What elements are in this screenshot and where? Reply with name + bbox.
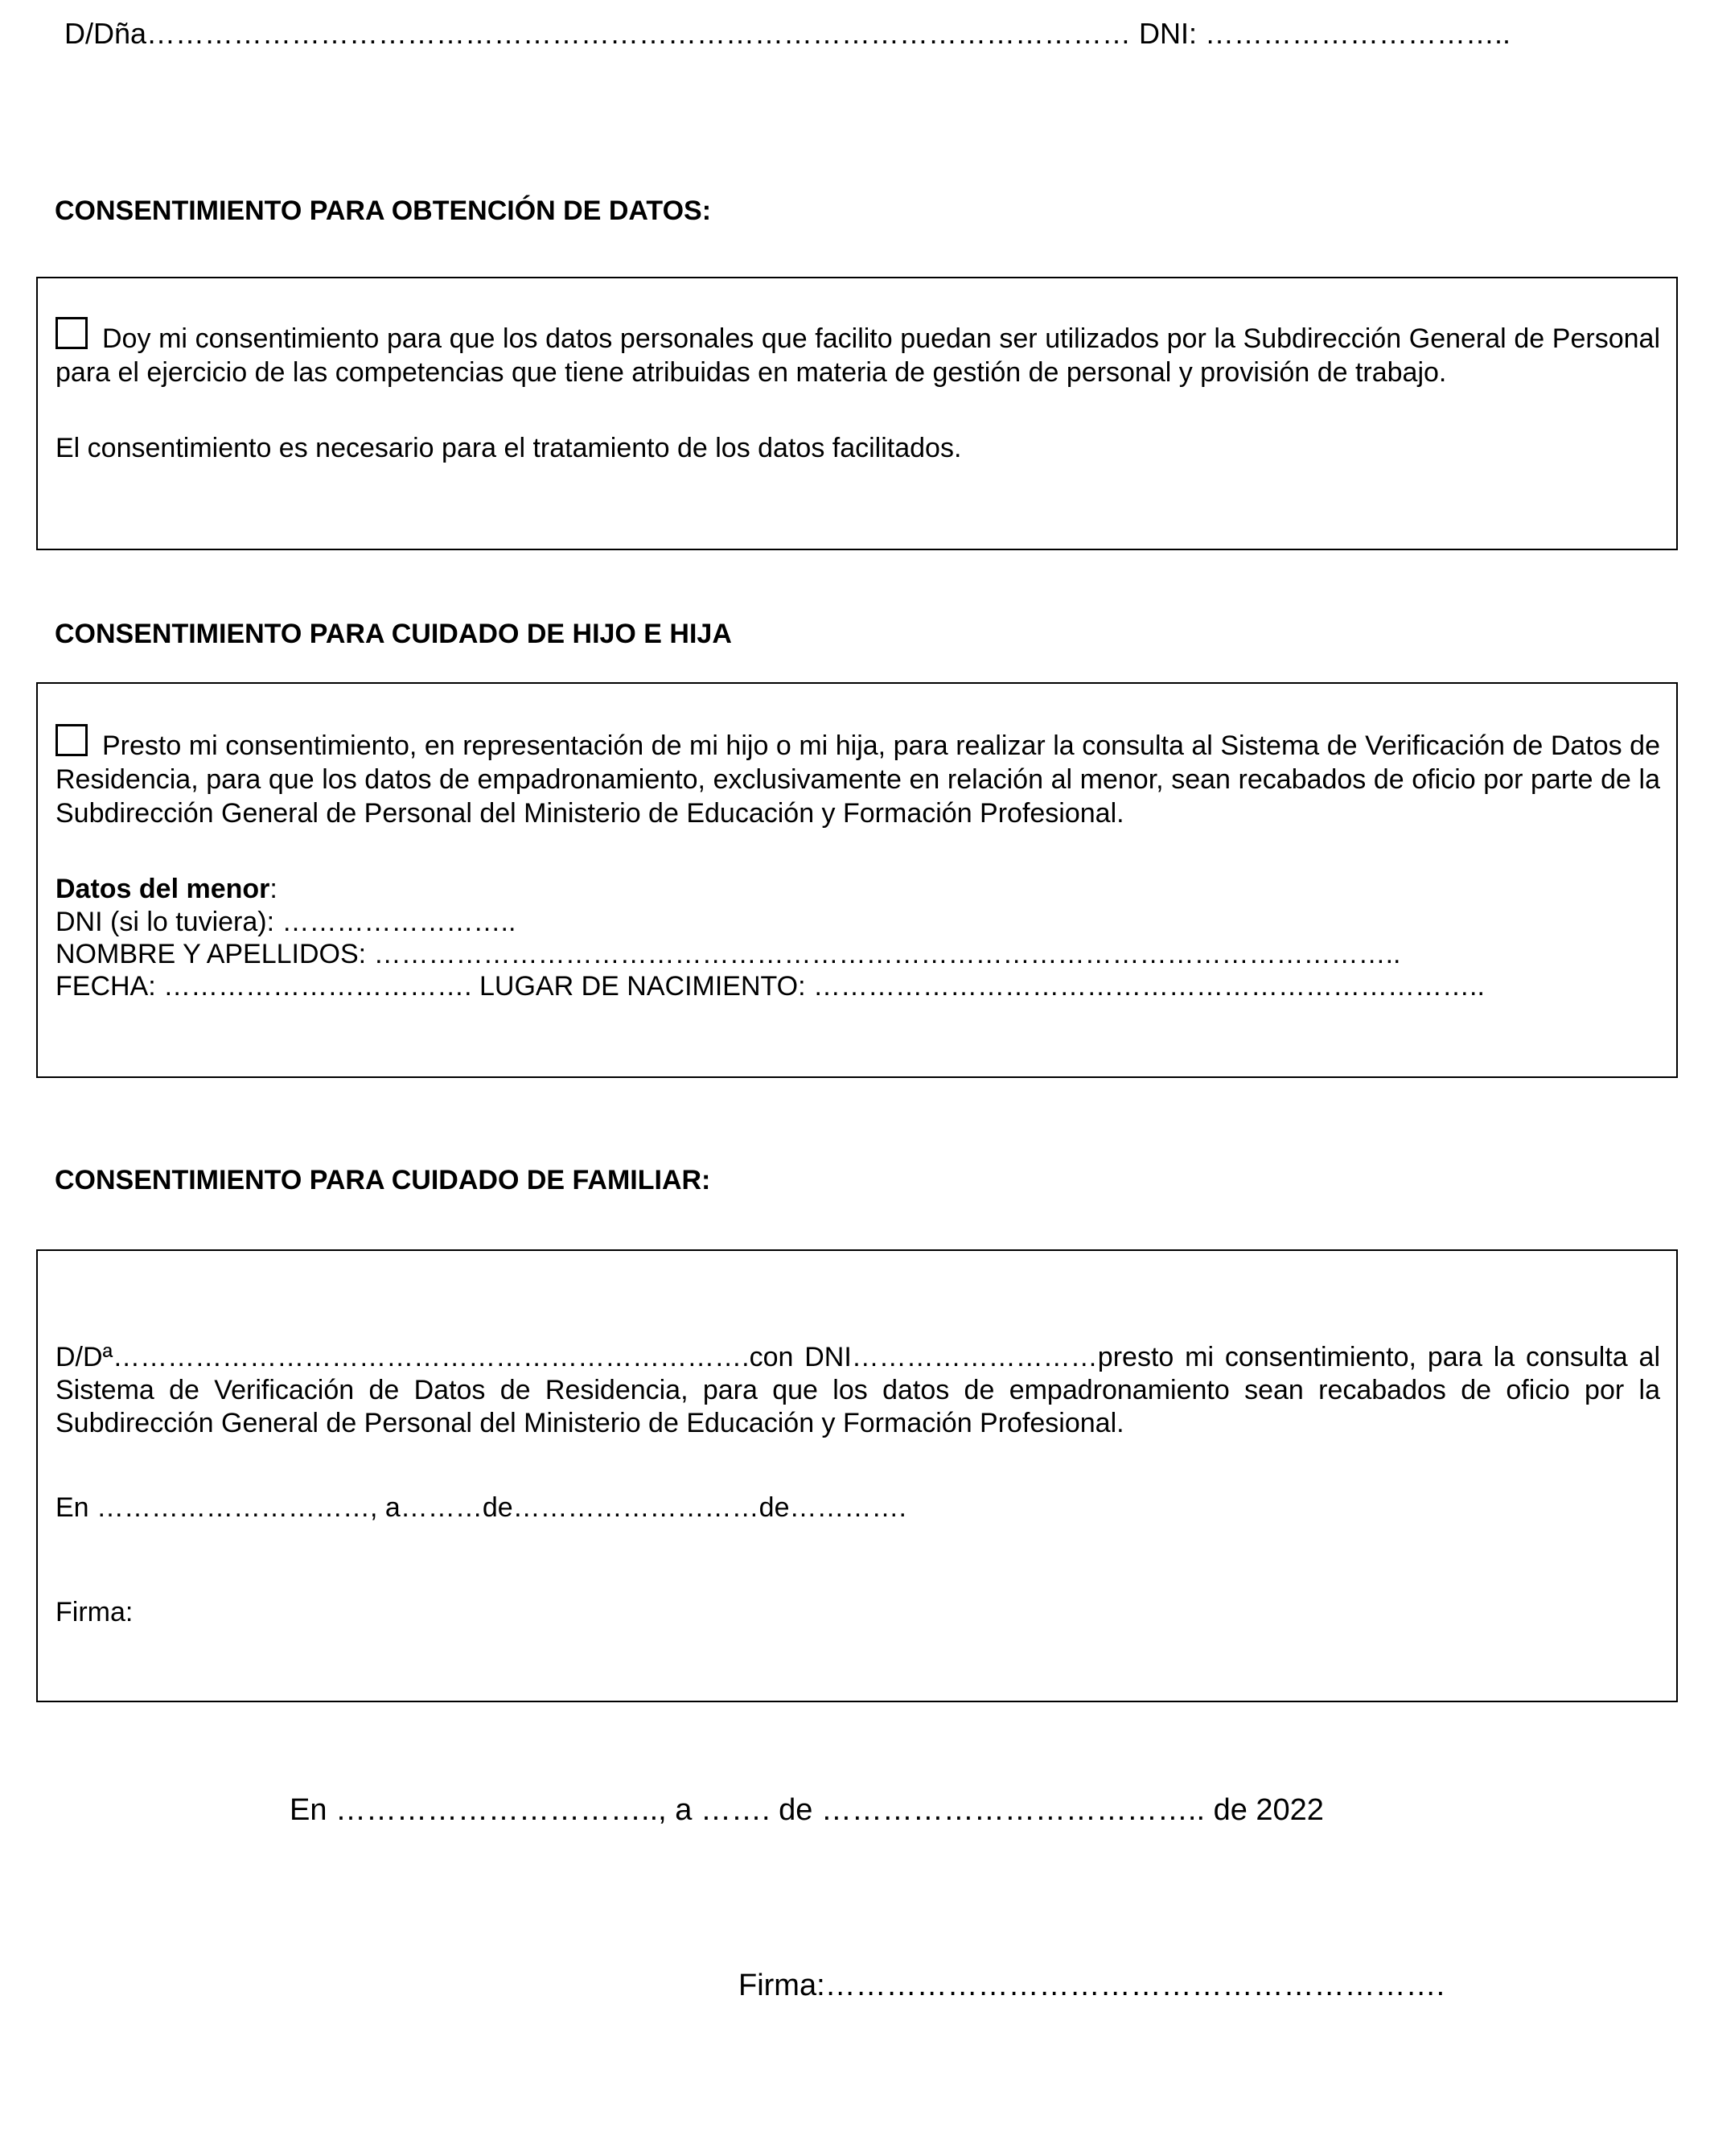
minor-data-heading-label: Datos del menor: [55, 874, 270, 904]
minor-dni-field[interactable]: DNI (si lo tuviera): ……………………..: [55, 907, 516, 937]
child-care-consent-paragraph: [55, 724, 1660, 830]
data-consent-paragraph: [55, 317, 1660, 389]
section-title-data-consent: CONSENTIMIENTO PARA OBTENCIÓN DE DATOS:: [55, 195, 712, 226]
child-care-consent-text: Presto mi consentimiento, en representación de mi hijo o mi hija, para realizar la consulta al Sistema de Verificación de Datos de Residencia, para que los datos de empadronamiento, exclusivamente en relación al menor, sean recabados de oficio por parte de la Subdirección General de Personal del Ministerio de Educación y Formación Profesional.: [55, 730, 1660, 829]
minor-birth-date-place-field[interactable]: FECHA: ……………………………. LUGAR DE NACIMIENTO: ………………………………………………………………..: [55, 971, 1485, 1002]
child-care-consent-checkbox[interactable]: [55, 724, 88, 756]
data-consent-checkbox[interactable]: [55, 317, 88, 349]
data-consent-note: El consentimiento es necesario para el tratamiento de los datos facilitados.: [55, 433, 962, 463]
footer-place-date-line[interactable]: En ………………………….., a ……. de ……………………………….. de 2022: [290, 1793, 1324, 1827]
data-consent-text: Doy mi consentimiento para que los datos personales que facilito puedan ser utilizados por la Subdirección General de Personal para el ejercicio de las competencias que tiene atribuidas en materia de gestión de personal y provisión de trabajo.: [55, 323, 1660, 388]
applicant-name-dni-line: D/Dña………………………………………………………………………………………… DNI: …………………………..: [64, 17, 1511, 50]
footer-signature-line[interactable]: Firma:…………………………………………………….: [738, 1969, 1445, 2002]
minor-name-field[interactable]: NOMBRE Y APELLIDOS: …………………………………………………………………………………………………..: [55, 939, 1401, 969]
section-title-child-care: CONSENTIMIENTO PARA CUIDADO DE HIJO E HIJA: [55, 619, 732, 649]
minor-data-heading-colon: :: [269, 874, 277, 904]
minor-data-heading: [55, 872, 277, 906]
section-title-family-care: CONSENTIMIENTO PARA CUIDADO DE FAMILIAR:: [55, 1165, 711, 1195]
family-care-consent-box: [36, 1249, 1678, 1702]
data-consent-box: [36, 277, 1678, 550]
child-care-consent-box: [36, 682, 1678, 1078]
family-care-consent-text: D/Dª…………………………………………………………….con DNI………………………presto mi consentimiento, para la consulta al Sistema de Verificación de Datos de Residencia, para que los datos de empadronamiento sean recabados de oficio por la Subdirección General de Personal del Ministerio de Educación y Formación Profesional.: [55, 1342, 1660, 1438]
family-care-signature-label: Firma:: [55, 1597, 134, 1627]
family-care-place-date-field[interactable]: En …………………………, a………de………………………de………….: [55, 1492, 906, 1523]
